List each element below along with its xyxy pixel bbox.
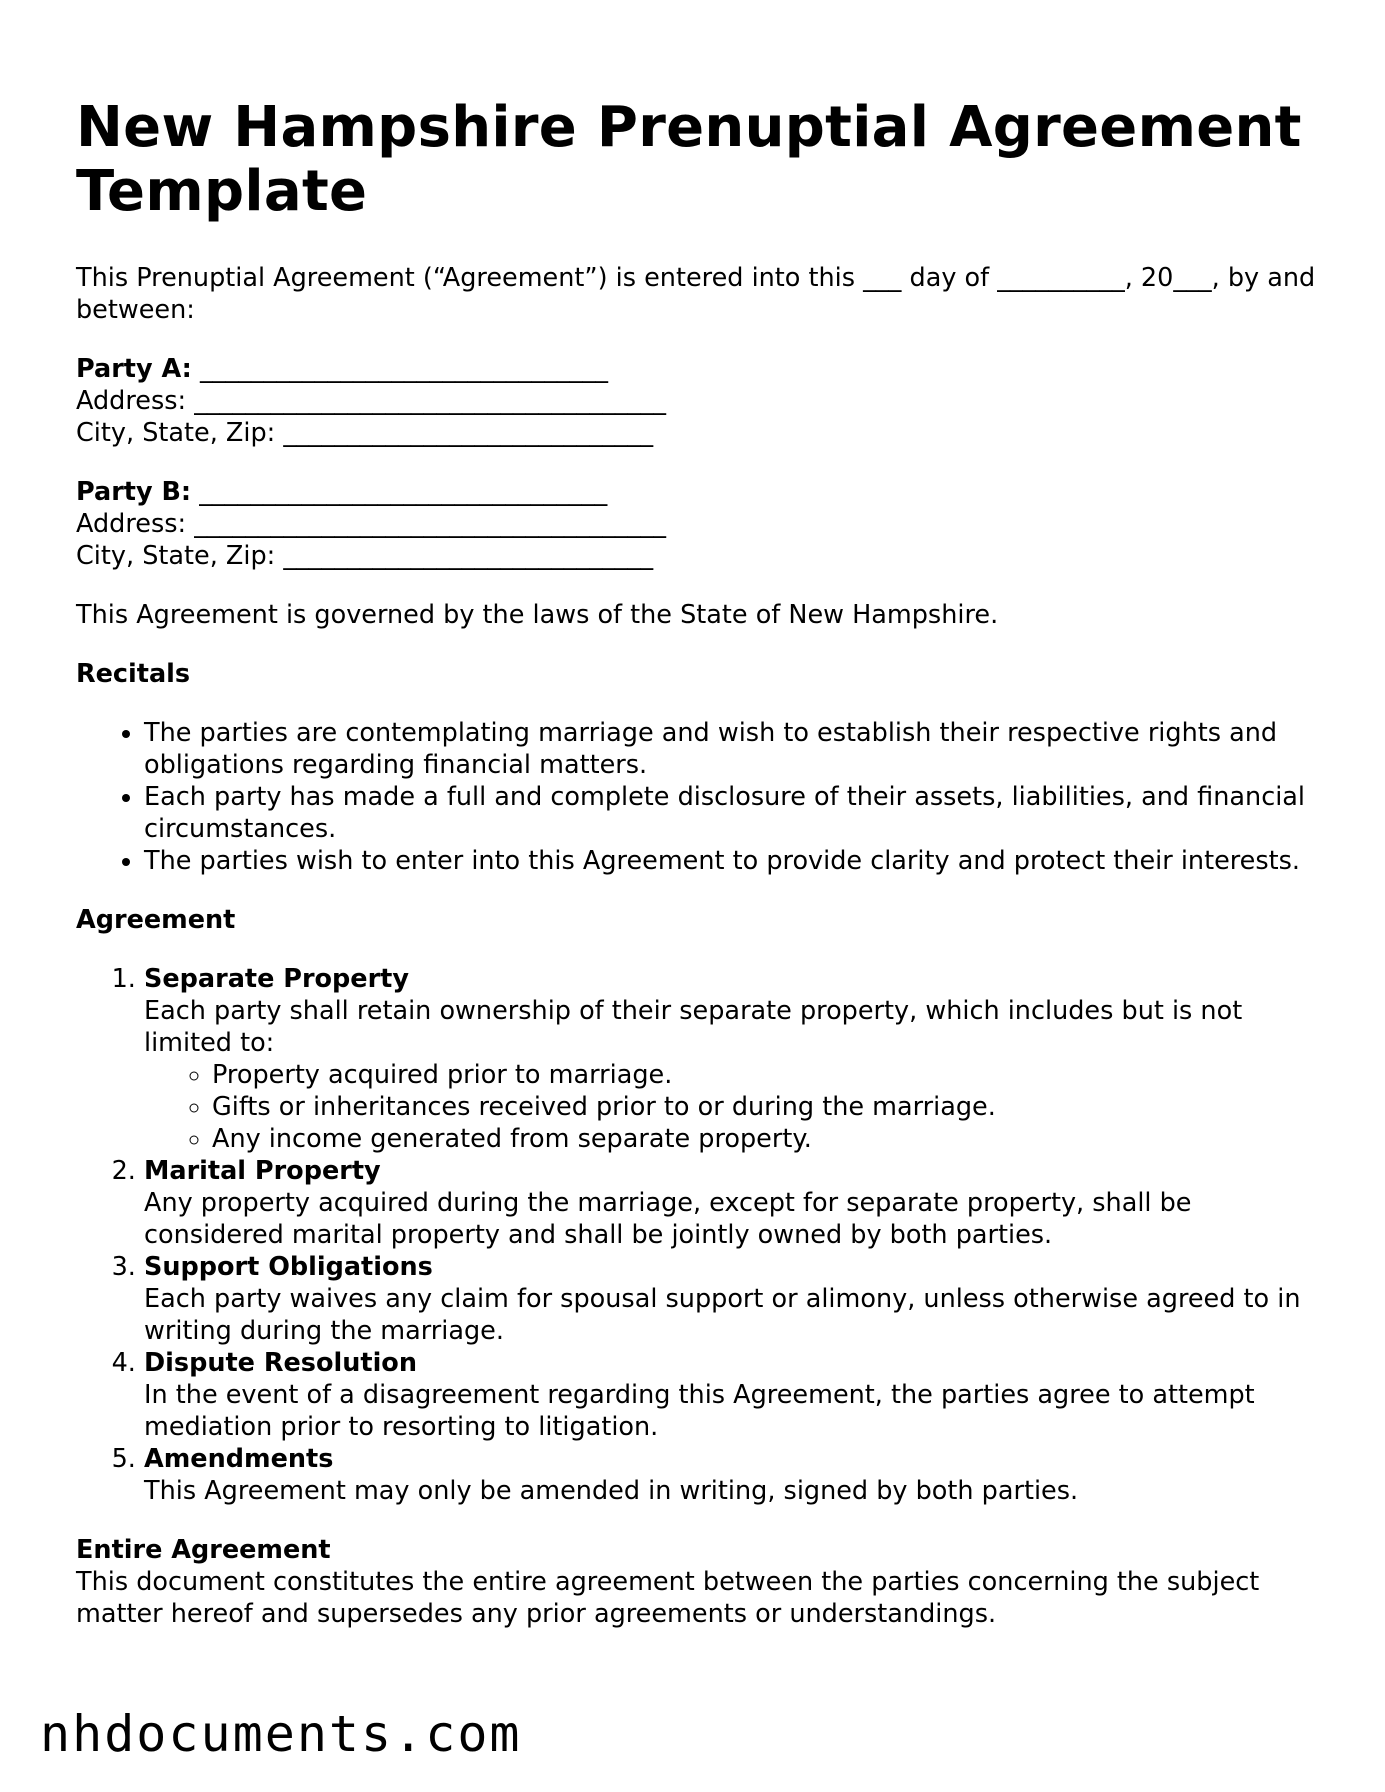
party-b-name-line: [76, 476, 1316, 508]
intro-paragraph: This Prenuptial Agreement (“Agreement”) is entered into this ___ day of __________, 20___, by and between:: [76, 263, 1316, 325]
recital-item: • Each party has made a full and complete disclosure of their assets, liabilities, and financial circumstances.: [144, 781, 1316, 845]
governing-law-paragraph: This Agreement is governed by the laws of the State of New Hampshire.: [76, 600, 999, 630]
term-item-separate-property: [144, 963, 1316, 1155]
term-text: Each party waives any claim for spousal support or alimony, unless otherwise agreed to in writing during the marriage.: [144, 1284, 1301, 1346]
party-a-label: Party A:: [76, 354, 192, 384]
recitals-list: [76, 717, 1316, 877]
term-title: 5. Amendments: [144, 1444, 334, 1474]
separate-property-sublist: [144, 1059, 1316, 1155]
sub-item: ◦ Any income generated from separate property.: [212, 1123, 1316, 1155]
term-title: 2. Marital Property: [144, 1156, 381, 1186]
term-title: 3. Support Obligations: [144, 1252, 433, 1282]
term-text: Any property acquired during the marriage, except for separate property, shall be considered marital property and shall be jointly owned by both parties.: [144, 1188, 1192, 1250]
entire-agreement-heading: Entire Agreement: [76, 1535, 331, 1565]
term-text: This Agreement may only be amended in writing, signed by both parties.: [144, 1476, 1079, 1506]
party-a-city-state-zip-line: City, State, Zip: _____________________________: [76, 418, 654, 448]
party-a-block: [76, 353, 1316, 449]
party-a-name-blank: ________________________________: [191, 354, 608, 384]
site-watermark: nhdocuments.com: [40, 1705, 522, 1763]
party-b-city-state-zip-line: City, State, Zip: _____________________________: [76, 541, 654, 571]
party-a-name-line: [76, 353, 1316, 385]
term-title: 1. Separate Property: [144, 964, 409, 994]
party-b-block: [76, 476, 1316, 572]
agreement-heading: Agreement: [76, 905, 236, 935]
sub-item: ◦ Gifts or inheritances received prior to or during the marriage.: [212, 1091, 1316, 1123]
recitals-heading: Recitals: [76, 659, 191, 689]
party-b-name-blank: ________________________________: [191, 477, 608, 507]
sub-item: ◦ Property acquired prior to marriage.: [212, 1059, 1316, 1091]
page-title: New Hampshire Prenuptial Agreement Template: [76, 95, 1302, 224]
recital-item: • The parties wish to enter into this Agreement to provide clarity and protect their interests.: [144, 845, 1316, 877]
term-item-amendments: [144, 1443, 1316, 1507]
entire-agreement-block: [76, 1534, 1316, 1630]
entire-agreement-text: This document constitutes the entire agreement between the parties concerning the subject matter hereof and supersedes any prior agreements or understandings.: [76, 1567, 1260, 1629]
term-text: In the event of a disagreement regarding this Agreement, the parties agree to attempt mediation prior to resorting to litigation.: [144, 1380, 1255, 1442]
term-text: Each party shall retain ownership of their separate property, which includes but is not limited to:: [144, 996, 1243, 1058]
term-title: 4. Dispute Resolution: [144, 1348, 417, 1378]
party-a-address-line: Address: _____________________________________: [76, 386, 666, 416]
agreement-terms-list: [76, 963, 1316, 1507]
document-page: [76, 96, 1316, 1630]
term-item-marital-property: [144, 1155, 1316, 1251]
party-b-label: Party B:: [76, 477, 192, 507]
term-item-dispute-resolution: [144, 1347, 1316, 1443]
party-b-address-line: Address: _____________________________________: [76, 509, 666, 539]
term-item-support-obligations: [144, 1251, 1316, 1347]
recital-item: • The parties are contemplating marriage and wish to establish their respective rights and obligations regarding financial matters.: [144, 717, 1316, 781]
